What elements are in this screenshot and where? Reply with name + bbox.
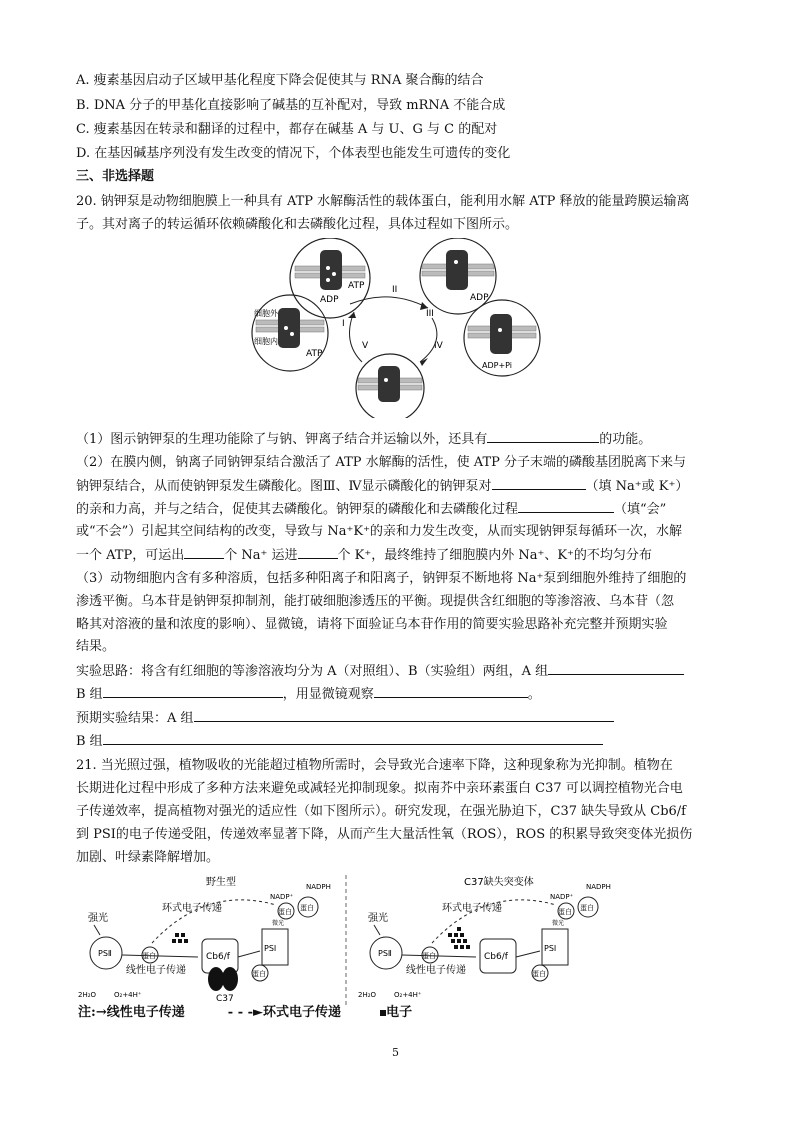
q20-part2-text: 的亲和力高，并与之结合，促使其去磷酸化。钠钾泵的磷酸化和去磷酸化过程 — [76, 502, 519, 517]
water-label: 2H₂O — [78, 991, 97, 999]
answer-blank — [518, 500, 614, 513]
answer-blank — [103, 732, 603, 745]
q21-line4: 到 PSⅠ的电子传递受阻，传递效率显著下降，从而产生大量活性氧（ROS），ROS 的积累导致突变体光损伤 — [76, 827, 693, 842]
note-electron: 电子 — [386, 1005, 413, 1020]
note-cyclic: 环式电子传递 — [263, 1005, 342, 1020]
q20-idea-text: 。 — [527, 687, 541, 702]
option-c: C. 瘦素基因在转录和翻译的过程中，都存在碱基 A 与 U、G 与 C 的配对 — [76, 122, 498, 137]
q20-part2-text: 个 K⁺，最终维持了细胞膜内外 Na⁺、K⁺的不均匀分布 — [337, 548, 652, 563]
q20-part2-text: 个 Na⁺ 运进 — [224, 548, 298, 563]
nadp-label: NADP⁺ — [550, 893, 574, 901]
protein-label: 蛋白 — [252, 970, 266, 978]
sodium-potassium-pump-cycle-figure — [250, 238, 550, 418]
q20-part2-line2 — [76, 477, 688, 496]
q20-result-b — [76, 732, 603, 751]
q20-part3-line4: 结果。 — [76, 639, 116, 654]
water-label: 2H₂O — [358, 991, 377, 999]
q20-part2-line1: （2）在膜内侧，钠离子同钠钾泵结合激活了 ATP 水解酶的活性，使 ATP 分子末端的磷酸基团脱离下来与 — [76, 455, 686, 470]
psii-label: PSⅡ — [98, 949, 112, 958]
q20-intro-line2: 子。其对离子的转运循环依赖磷酸化和去磷酸化过程，具体过程如下图所示。 — [76, 217, 519, 232]
solid-arrow-icon: → — [95, 1005, 107, 1020]
answer-blank — [184, 546, 224, 559]
step-v: V — [362, 341, 369, 351]
oxygen-label: O₂+4H⁺ — [394, 991, 422, 999]
label-inside: 细胞内 — [254, 337, 278, 346]
linear-label: 线性电子传递 — [126, 965, 186, 976]
answer-blank — [492, 477, 586, 490]
c37-label: C37 — [216, 994, 234, 1004]
q20-part1-tail: 的功能。 — [599, 432, 652, 447]
label-outside: 细胞外 — [254, 309, 278, 318]
q21-line2: 长期进化过程中形成了多种方法来避免或减轻光抑制现象。拟南芥中亲环素蛋白 C37 可以调控植物光合电 — [76, 781, 683, 796]
dashed-arrow-icon: - - -► — [227, 1005, 264, 1020]
strong-light-label: 强光 — [368, 913, 388, 924]
protein-label: 蛋白 — [278, 908, 292, 916]
answer-blank — [374, 685, 528, 698]
q20-idea-text: ，用显微镜观察 — [282, 687, 374, 702]
step-iii: III — [426, 309, 434, 319]
q20-part2-line5 — [76, 546, 652, 565]
q20-idea-text: B 组 — [76, 687, 103, 702]
q21-line3: 子传递效率，提高植物对强光的适应性（如下图所示）。研究发现，在强光胁迫下，C37 缺失导致从 Cb6/f — [76, 804, 686, 819]
section-title: 三、非选择题 — [76, 169, 155, 184]
q21-line5: 加剧、叶绿素降解增加。 — [76, 850, 220, 865]
answer-blank — [103, 685, 283, 698]
q20-part2-text: 一个 ATP，可运出 — [76, 548, 185, 563]
answer-blank — [548, 662, 684, 675]
label-atp-1: ATP — [348, 281, 365, 291]
q20-idea-a — [76, 662, 684, 681]
q20-result-text: B 组 — [76, 734, 103, 749]
q20-part3-line3: 略其对溶液的量和浓度的影响）、显微镜，请将下面验证乌本苷作用的简要实验思路补充完整并预期实验 — [76, 617, 668, 632]
option-a: A. 瘦素基因启动子区域甲基化程度下降会促使其与 RNA 聚合酶的结合 — [76, 73, 484, 88]
weak-light-label: 微光 — [552, 920, 565, 927]
cb6f-label: Cb6/f — [484, 952, 508, 962]
label-adp-pi: ADP+Pi — [482, 361, 513, 370]
mutant-title: C37缺失突变体 — [464, 877, 534, 888]
cyclic-label: 环式电子传递 — [442, 903, 502, 914]
oxygen-label: O₂+4H⁺ — [114, 991, 142, 999]
cyclic-label: 环式电子传递 — [162, 903, 222, 914]
strong-light-label: 强光 — [88, 913, 108, 924]
weak-light-label: 微光 — [272, 920, 285, 927]
figure-note — [78, 1004, 412, 1022]
q20-result-a — [76, 709, 614, 728]
protein-label: 蛋白 — [532, 970, 546, 978]
label-adp-1: ADP — [320, 295, 339, 305]
q20-part3-line1: （3）动物细胞内含有多种溶质，包括多种阳离子和阳离子，钠钾泵不断地将 Na⁺泵到细胞外维持了细胞的 — [76, 571, 687, 586]
q20-part3-line2: 渗透平衡。乌本苷是钠钾泵抑制剂，能打破细胞渗透压的平衡。现提供含红细胞的等渗溶液、乌本苷（忽 — [76, 594, 675, 609]
label-adp-2: ADP — [470, 293, 489, 303]
step-iv: IV — [434, 341, 443, 351]
psi-label: PSⅠ — [544, 944, 557, 953]
step-ii: II — [392, 285, 398, 295]
q20-intro-line1: 20. 钠钾泵是动物细胞膜上一种具有 ATP 水解酶活性的载体蛋白，能利用水解 ATP 释放的能量跨膜运输离 — [76, 194, 690, 209]
q20-idea-b — [76, 685, 541, 704]
q20-part2-text: 钠钾泵结合，从而使钠钾泵发生磷酸化。图Ⅲ、Ⅳ显示磷酸化的钠钾泵对 — [76, 479, 492, 494]
cb6f-label: Cb6/f — [206, 952, 230, 962]
note-linear: 线性电子传递 — [106, 1005, 185, 1020]
step-i: I — [342, 319, 345, 329]
q20-part2-line3 — [76, 500, 666, 519]
q20-part2-hint: （填“会” — [614, 502, 667, 517]
answer-blank — [487, 430, 599, 443]
q20-part1 — [76, 430, 651, 449]
protein-label: 蛋白 — [300, 904, 314, 912]
psii-label: PSⅡ — [378, 949, 392, 958]
note-prefix: 注: — [78, 1005, 96, 1020]
q20-idea-text: 实验思路：将含有红细胞的等渗溶液均分为 A（对照组）、B（实验组）两组，A 组 — [76, 664, 549, 679]
linear-label: 线性电子传递 — [406, 965, 466, 976]
nadph-label: NADPH — [306, 883, 331, 891]
nadph-label: NADPH — [586, 883, 611, 891]
nadp-label: NADP⁺ — [270, 893, 294, 901]
q21-line1: 21. 当光照过强，植物吸收的光能超过植物所需时，会导致光合速率下降，这种现象称为光抑制。植物在 — [76, 758, 673, 773]
page-number: 5 — [392, 1046, 399, 1059]
label-atp-2: ATP — [306, 349, 323, 359]
option-b: B. DNA 分子的甲基化直接影响了碱基的互补配对，导致 mRNA 不能合成 — [76, 98, 506, 113]
q20-part2-hint: （填 Na⁺或 K⁺） — [585, 479, 689, 494]
q20-part2-line4: 或“不会”）引起其空间结构的改变，导致与 Na⁺K⁺的亲和力发生改变，从而实现钠钾泵每循环一次，水解 — [76, 524, 682, 539]
protein-label: 蛋白 — [558, 908, 572, 916]
q20-part1-text: （1）图示钠钾泵的生理功能除了与钠、钾离子结合并运输以外，还具有 — [76, 432, 488, 447]
answer-blank — [194, 709, 614, 722]
q20-result-text: 预期实验结果：A 组 — [76, 711, 194, 726]
answer-blank — [298, 546, 338, 559]
option-d: D. 在基因碱基序列没有发生改变的情况下，个体表型也能发生可遗传的变化 — [76, 146, 511, 161]
electron-transport-figure — [76, 875, 716, 1005]
psi-label: PSⅠ — [264, 944, 277, 953]
protein-label: 蛋白 — [580, 904, 594, 912]
wild-type-title: 野生型 — [206, 877, 236, 888]
